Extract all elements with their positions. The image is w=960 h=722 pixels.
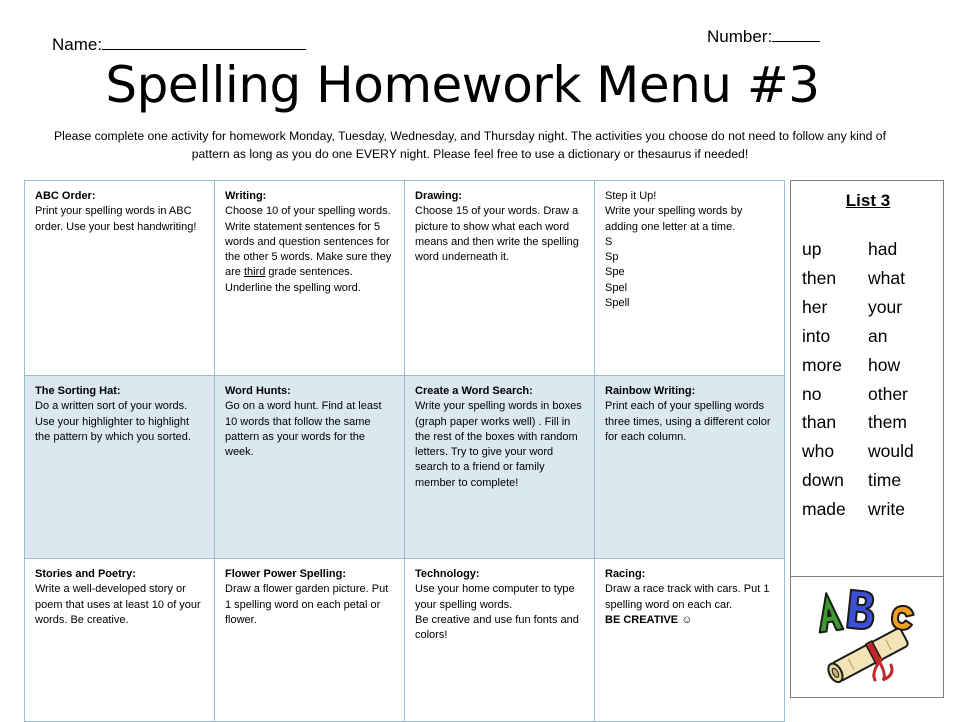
activity-title: Create a Word Search: xyxy=(415,385,533,397)
spelling-word: them xyxy=(868,412,907,433)
menu-row xyxy=(25,559,785,722)
activity-title: Step it Up! xyxy=(605,190,657,202)
activity-writing xyxy=(215,181,405,376)
spelling-word: down xyxy=(802,470,844,491)
activity-step-it-up xyxy=(595,181,785,376)
number-label: Number: xyxy=(707,27,773,46)
activity-word-hunts xyxy=(215,376,405,559)
spelling-word: into xyxy=(802,325,831,346)
list-item xyxy=(802,437,942,466)
instructions-text: Please complete one activity for homework Monday, Tuesday, Wednesday, and Thursday night. The activities you choose do not need to follow any kind of pattern as long as you do one EVERY night. Please feel free to use a dictionary or thesaurus if needed! xyxy=(54,129,886,161)
list-item xyxy=(802,495,942,524)
activity-drawing xyxy=(405,181,595,376)
name-blank[interactable] xyxy=(102,34,306,50)
step-list xyxy=(605,235,776,311)
activity-description: Use your home computer to type your spelling words. xyxy=(415,583,575,611)
activity-title: Writing: xyxy=(225,190,267,202)
activity-title: Drawing: xyxy=(415,190,463,202)
list-item xyxy=(802,293,942,322)
list-item xyxy=(802,466,942,495)
activity-description: Do a written sort of your words. Use your highlighter to highlight the pattern by which you sorted. xyxy=(35,400,191,443)
name-label: Name: xyxy=(52,35,103,54)
step-item: Spe xyxy=(605,266,625,279)
activity-description: Write your spelling words in boxes (graph paper works well) . Fill in the rest of the boxes with random letters. Try to give your word search to a friend or family member to complete! xyxy=(415,400,582,489)
list-item xyxy=(802,380,942,409)
activity-title: Stories and Poetry: xyxy=(35,568,136,580)
step-item: Spel xyxy=(605,281,628,294)
spelling-word: an xyxy=(868,325,888,346)
activity-sorting-hat xyxy=(25,376,215,559)
spelling-word: than xyxy=(802,412,837,433)
activity-description: Write your spelling words by adding one letter at a time. xyxy=(605,205,743,233)
spelling-word: would xyxy=(868,441,914,462)
spelling-word: her xyxy=(802,296,828,317)
activity-technology xyxy=(405,559,595,722)
abc-diploma-icon xyxy=(809,583,927,683)
list-title: List 3 xyxy=(845,191,891,210)
activity-title: Rainbow Writing: xyxy=(605,385,696,397)
activity-title: Racing: xyxy=(605,568,646,580)
spelling-word: up xyxy=(802,239,822,259)
spelling-word: no xyxy=(802,383,822,404)
spelling-word: other xyxy=(868,383,908,404)
spelling-word: what xyxy=(868,267,905,288)
activity-description-part: grade sentences. Underline the spelling word. xyxy=(225,266,361,294)
name-field xyxy=(52,34,306,55)
spelling-word: had xyxy=(868,239,898,259)
list-item xyxy=(802,351,942,380)
activity-description: Write a well-developed story or poem that uses at least 10 of your words. Be creative. xyxy=(35,583,201,626)
activity-title: The Sorting Hat: xyxy=(35,385,121,397)
activity-description: Choose 15 of your words. Draw a picture to show what each word means and then write the spelling word underneath it. xyxy=(415,205,579,264)
list-item xyxy=(802,264,942,293)
activity-description: Draw a race track with cars. Put 1 spelling word on each car. xyxy=(605,583,770,611)
spelling-word: your xyxy=(868,296,903,317)
activity-word-search xyxy=(405,376,595,559)
underlined-word: third xyxy=(243,266,266,279)
spelling-word: made xyxy=(802,499,846,520)
list-item xyxy=(802,322,942,351)
spelling-word: then xyxy=(802,267,837,288)
activity-description: Go on a word hunt. Find at least 10 words that follow the same pattern as your words for the week. xyxy=(225,400,382,459)
list-item xyxy=(802,408,942,437)
menu-row xyxy=(25,376,785,559)
spelling-word: time xyxy=(868,470,902,491)
list-divider xyxy=(791,576,943,577)
activity-description xyxy=(225,204,396,296)
spelling-list-panel xyxy=(790,180,944,698)
activity-stories-poetry xyxy=(25,559,215,722)
number-blank[interactable] xyxy=(772,26,820,42)
homework-menu-grid xyxy=(24,180,785,722)
number-field xyxy=(707,26,820,47)
spelling-word: how xyxy=(868,354,901,375)
activity-racing xyxy=(595,559,785,722)
page-title: Spelling Homework Menu #3 xyxy=(105,56,820,114)
word-list xyxy=(802,235,942,524)
activity-abc-order xyxy=(25,181,215,376)
step-item: Spell xyxy=(605,297,630,310)
step-item: Sp xyxy=(605,251,619,264)
step-item: S xyxy=(605,235,613,248)
activity-description-part: Choose 10 of your spelling words. Write statement sentences for 5 words and question sentences for the other 5 words. Make sure they are xyxy=(225,205,392,279)
activity-flower-power xyxy=(215,559,405,722)
activity-description: Draw a flower garden picture. Put 1 spelling word on each petal or flower. xyxy=(225,583,389,626)
activity-title: Word Hunts: xyxy=(225,385,291,397)
spelling-word: who xyxy=(802,441,835,462)
list-item xyxy=(802,235,942,264)
spelling-word: more xyxy=(802,354,842,375)
activity-title: Technology: xyxy=(415,568,480,580)
activity-emphasis: BE CREATIVE ☺ xyxy=(605,613,693,626)
activity-description-extra: Be creative and use fun fonts and colors! xyxy=(415,613,579,642)
activity-description: Print each of your spelling words three times, using a different color for each column. xyxy=(605,400,771,443)
activity-title: Flower Power Spelling: xyxy=(225,568,347,580)
menu-row xyxy=(25,181,785,376)
spelling-word: write xyxy=(868,499,905,520)
activity-rainbow-writing xyxy=(595,376,785,559)
activity-description: Print your spelling words in ABC order. Use your best handwriting! xyxy=(35,205,197,233)
activity-title: ABC Order: xyxy=(35,190,96,202)
